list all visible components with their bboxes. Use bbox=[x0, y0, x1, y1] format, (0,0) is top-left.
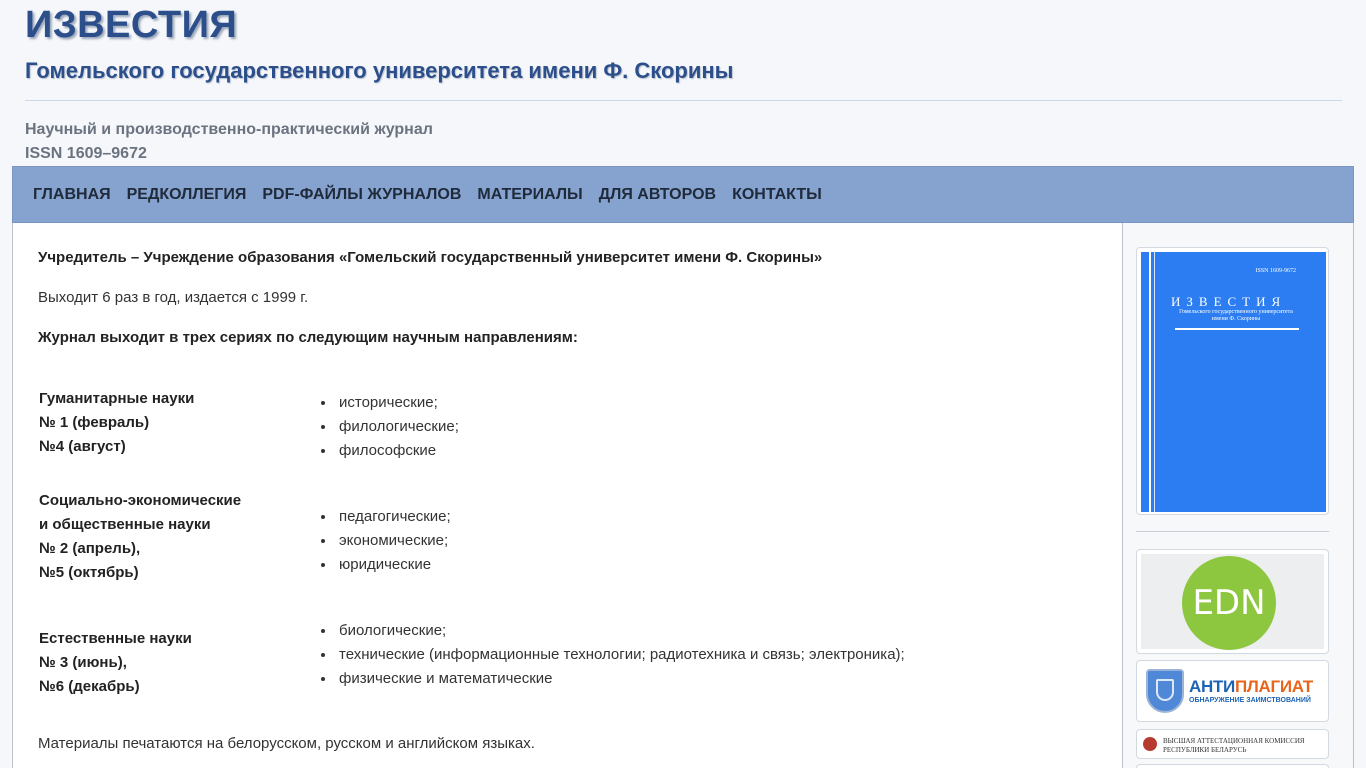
languages-text: Материалы печатаются на белорусском, русском и английском языках. bbox=[38, 735, 535, 752]
nav-item-for-authors[interactable]: ДЛЯ АВТОРОВ bbox=[598, 185, 717, 203]
series-heading bbox=[39, 627, 299, 699]
series-humanities bbox=[39, 387, 1099, 459]
series-issue: № 3 (июнь), bbox=[39, 654, 127, 671]
list-item: • исторические; bbox=[321, 391, 459, 415]
antiplagiat-name-part2: ПЛАГИАТ bbox=[1234, 677, 1313, 696]
list-item: • физические и математические bbox=[321, 667, 905, 691]
series-name: Социально-экономические bbox=[39, 492, 242, 509]
series-issue: №5 (октябрь) bbox=[39, 564, 139, 581]
main-content bbox=[12, 223, 1123, 768]
series-natural-sciences bbox=[39, 622, 1099, 699]
cover-stripe bbox=[1149, 252, 1151, 512]
series-name: и общественные науки bbox=[39, 516, 211, 533]
series-topics bbox=[321, 505, 451, 577]
cover-issn: ISSN 1609-9672 bbox=[1255, 268, 1296, 274]
frequency-text: Выходит 6 раз в год, издается с 1999 г. bbox=[38, 289, 309, 306]
series-issue: №4 (август) bbox=[39, 438, 126, 455]
list-item: • технические (информационные технологии; радиотехника и связь; электроника); bbox=[321, 643, 905, 667]
site-subtitle[interactable]: Гомельского государственного университета имени Ф. Скорины bbox=[25, 58, 734, 83]
cover-subtitle: Гомельского государственного университета имени Ф. Скорины bbox=[1179, 309, 1293, 322]
shield-inner bbox=[1156, 679, 1174, 701]
antiplagiat-tagline: ОБНАРУЖЕНИЕ ЗАИМСТВОВАНИЙ bbox=[1189, 697, 1311, 704]
header-divider bbox=[25, 100, 1342, 101]
series-issue: № 1 (февраль) bbox=[39, 414, 150, 431]
antiplagiat-link[interactable] bbox=[1136, 660, 1329, 722]
series-issue: №6 (декабрь) bbox=[39, 678, 140, 695]
antiplagiat-name-part1: АНТИ bbox=[1189, 677, 1235, 696]
vak-text bbox=[1163, 737, 1305, 755]
series-issue: № 2 (апрель), bbox=[39, 540, 141, 557]
list-item: • философские bbox=[321, 439, 459, 463]
cover-stripe bbox=[1154, 252, 1155, 512]
cover-rule bbox=[1175, 328, 1299, 330]
list-item: • педагогические; bbox=[321, 505, 451, 529]
series-intro: Журнал выходит в трех сериях по следующим научным направлениям: bbox=[38, 329, 578, 346]
journal-tagline: Научный и производственно-практический журнал bbox=[25, 121, 433, 138]
site-title[interactable]: ИЗВЕСТИЯ bbox=[25, 4, 238, 46]
nav-item-contacts[interactable]: КОНТАКТЫ bbox=[732, 185, 822, 203]
main-nav bbox=[12, 166, 1354, 223]
journal-cover-link[interactable] bbox=[1136, 247, 1329, 515]
series-topics bbox=[321, 619, 905, 691]
series-socio-economic bbox=[39, 489, 1099, 585]
cover-title: ИЗВЕСТИЯ bbox=[1171, 294, 1287, 309]
sidebar-divider bbox=[1136, 531, 1329, 532]
partner-badge[interactable] bbox=[1136, 764, 1329, 768]
nav-item-editorial-board[interactable]: РЕДКОЛЛЕГИЯ bbox=[126, 185, 247, 203]
journal-cover-image bbox=[1141, 252, 1326, 512]
journal-issn: ISSN 1609–9672 bbox=[25, 145, 147, 162]
edn-logo bbox=[1141, 554, 1324, 649]
nav-item-materials[interactable]: МАТЕРИАЛЫ bbox=[477, 185, 583, 203]
antiplagiat-logo-text bbox=[1189, 677, 1313, 697]
vak-line: РЕСПУБЛИКИ БЕЛАРУСЬ bbox=[1163, 746, 1247, 754]
series-name: Гуманитарные науки bbox=[39, 390, 195, 407]
emblem-icon bbox=[1143, 737, 1157, 751]
series-topics bbox=[321, 391, 459, 463]
nav-item-home[interactable]: ГЛАВНАЯ bbox=[33, 185, 111, 203]
list-item: • юридические bbox=[321, 553, 451, 577]
edn-logo-circle: EDN bbox=[1182, 556, 1276, 650]
nav-item-pdf-files[interactable]: PDF-ФАЙЛЫ ЖУРНАЛОВ bbox=[262, 185, 462, 203]
series-heading bbox=[39, 489, 299, 585]
founder-text: Учредитель – Учреждение образования «Гомельский государственный университет имени Ф. Скорины» bbox=[38, 249, 823, 266]
vak-link[interactable] bbox=[1136, 729, 1329, 759]
series-heading bbox=[39, 387, 299, 459]
list-item: • экономические; bbox=[321, 529, 451, 553]
shield-icon bbox=[1146, 669, 1184, 713]
edn-link[interactable] bbox=[1136, 549, 1329, 654]
list-item: • филологические; bbox=[321, 415, 459, 439]
sidebar bbox=[1123, 223, 1354, 768]
series-name: Естественные науки bbox=[39, 630, 192, 647]
list-item: • биологические; bbox=[321, 619, 905, 643]
vak-line: ВЫСШАЯ АТТЕСТАЦИОННАЯ КОМИССИЯ bbox=[1163, 737, 1305, 745]
